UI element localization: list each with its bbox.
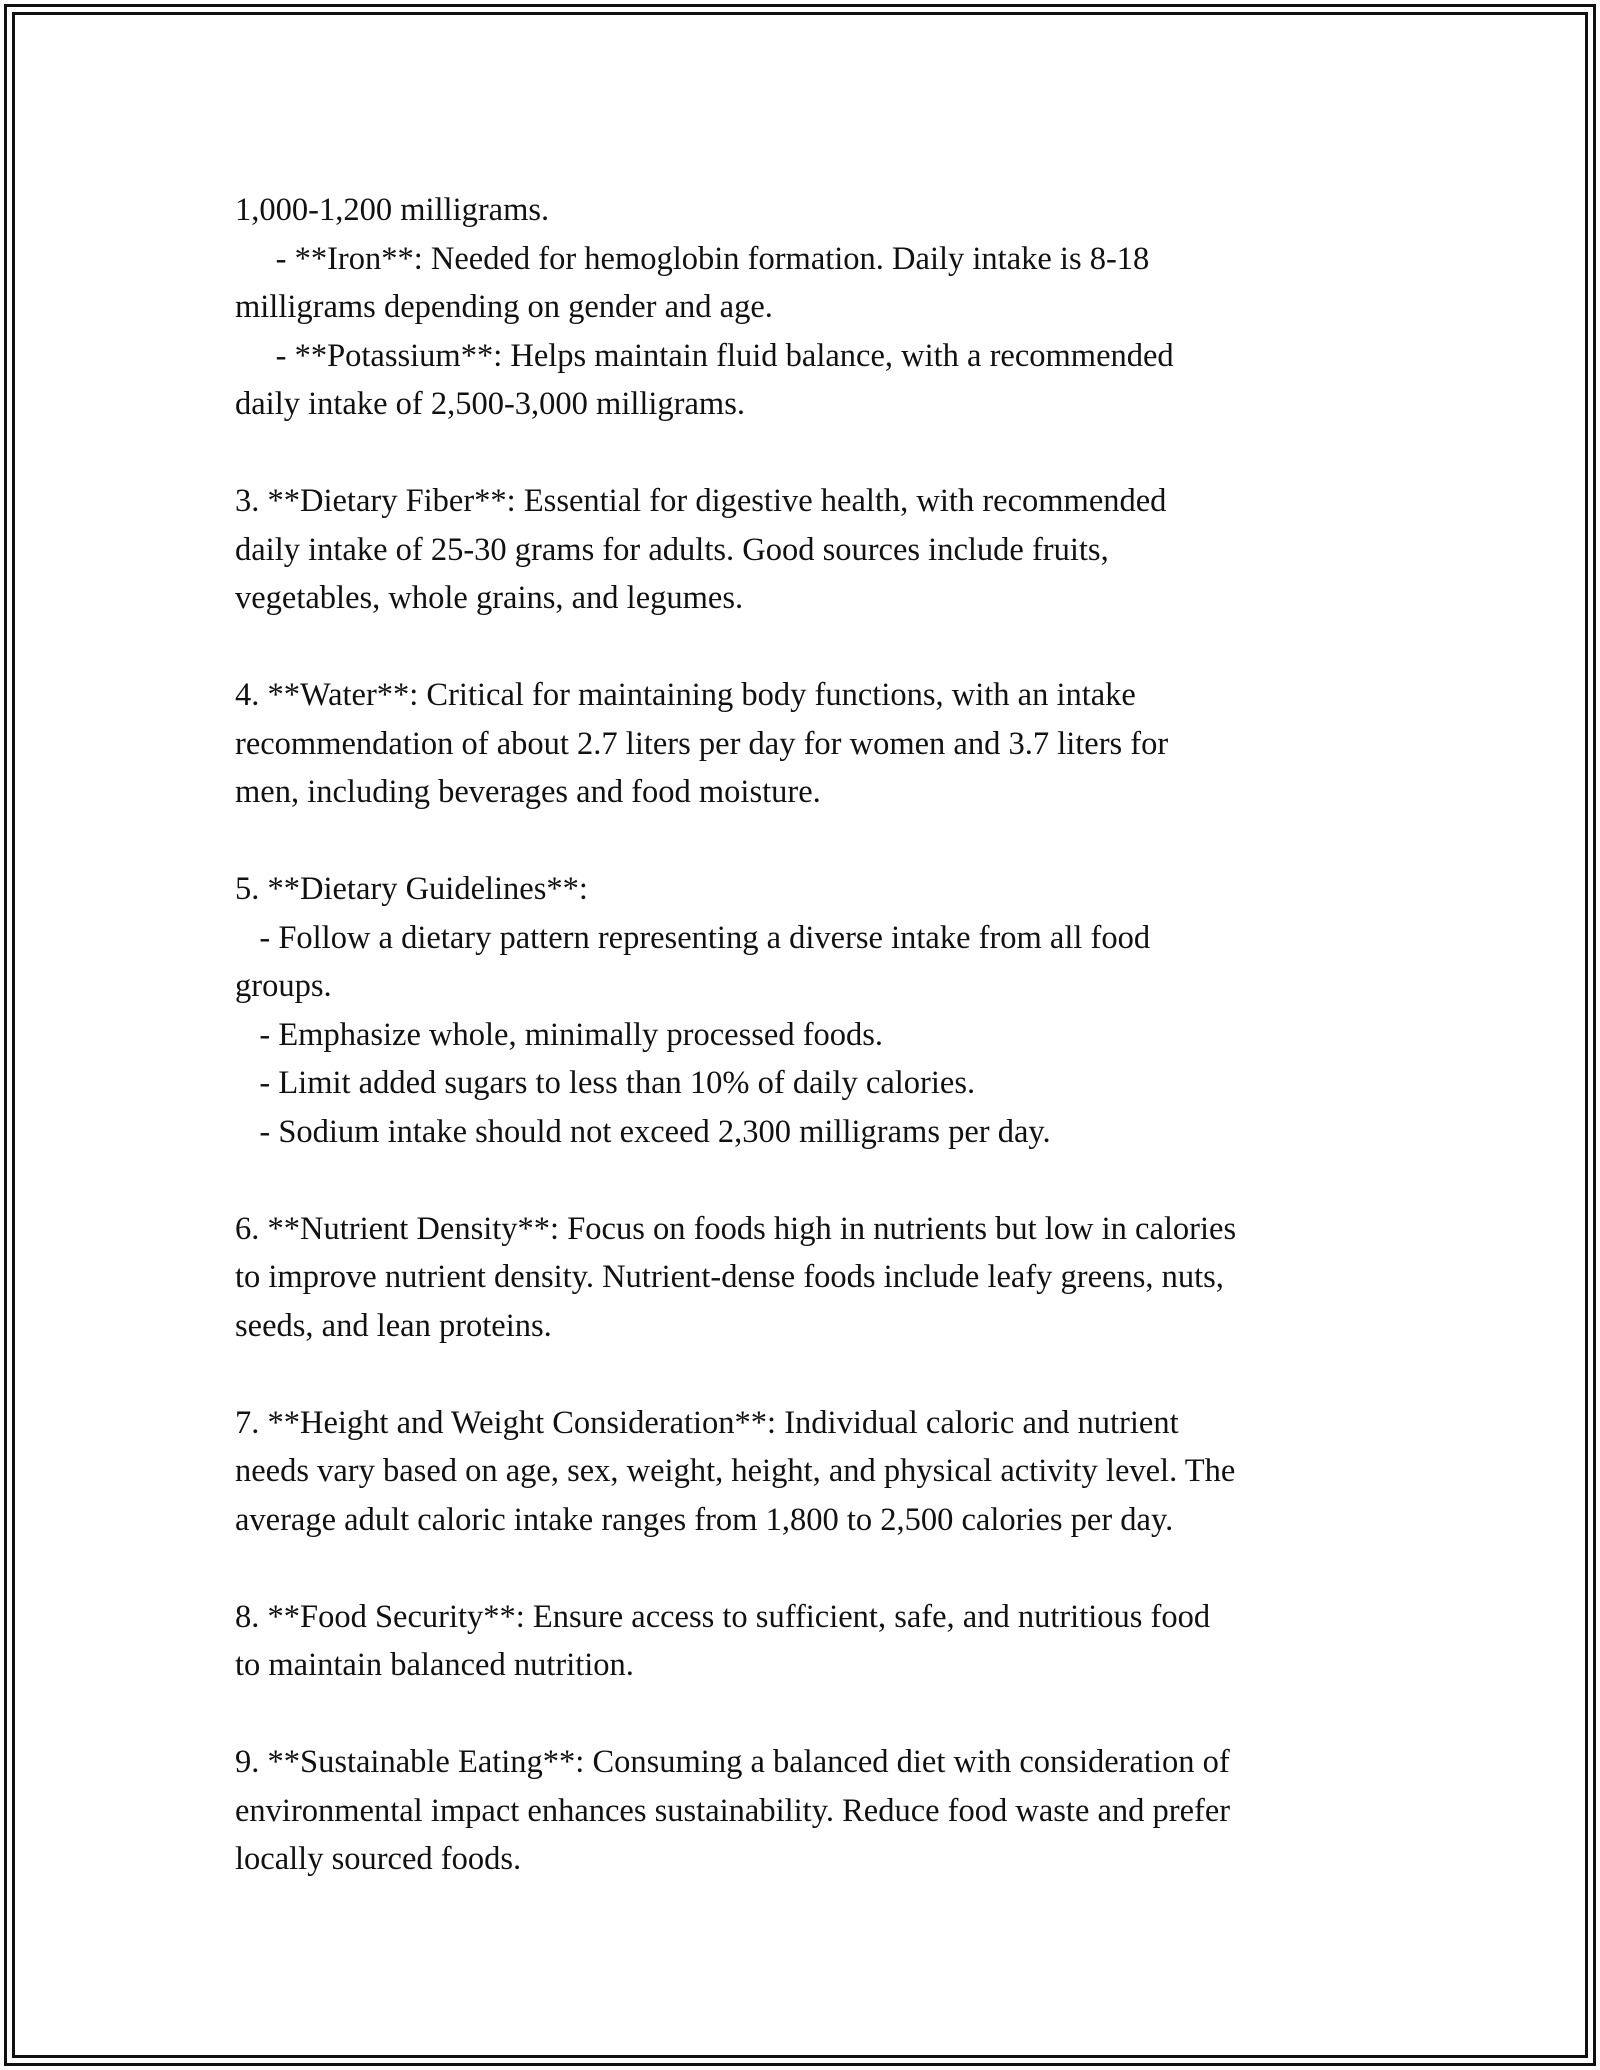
text-line: 4. **Water**: Critical for maintaining body functions, with an intake (235, 677, 1136, 713)
blank-line (235, 623, 1395, 672)
text-line: daily intake of 2,500-3,000 milligrams. (235, 386, 745, 422)
text-line: to improve nutrient density. Nutrient-dense foods include leafy greens, nuts, (235, 1259, 1224, 1295)
text-line: 1,000-1,200 milligrams. (235, 192, 550, 228)
blank-line (235, 429, 1395, 478)
text-line: 7. **Height and Weight Consideration**: Individual caloric and nutrient (235, 1404, 1179, 1441)
text-line: - Emphasize whole, minimally processed foods. (235, 1016, 884, 1053)
text-line: 3. **Dietary Fiber**: Essential for digestive health, with recommended (235, 483, 1167, 519)
text-line: milligrams depending on gender and age. (235, 289, 773, 325)
text-line: - Follow a dietary pattern representing a diverse intake from all food (235, 919, 1151, 956)
blank-line (235, 817, 1395, 866)
text-line: 6. **Nutrient Density**: Focus on foods high in nutrients but low in calories (235, 1210, 1237, 1247)
blank-line (235, 1690, 1395, 1739)
text-line: vegetables, whole grains, and legumes. (235, 580, 744, 616)
text-line: 8. **Food Security**: Ensure access to sufficient, safe, and nutritious food (235, 1598, 1211, 1635)
text-line: needs vary based on age, sex, weight, height, and physical activity level. The (235, 1453, 1236, 1489)
text-line: groups. (235, 968, 332, 1004)
text-line: recommendation of about 2.7 liters per day for women and 3.7 liters for (235, 725, 1169, 762)
blank-line (235, 1156, 1395, 1205)
text-line: to maintain balanced nutrition. (235, 1647, 634, 1683)
text-line: - **Potassium**: Helps maintain fluid balance, with a recommended (235, 337, 1174, 374)
text-line: average adult caloric intake ranges from 1,800 to 2,500 calories per day. (235, 1501, 1174, 1538)
text-line: - Sodium intake should not exceed 2,300 milligrams per day. (235, 1113, 1051, 1150)
text-line: - Limit added sugars to less than 10% of daily calories. (235, 1065, 976, 1101)
text-line: daily intake of 25-30 grams for adults. Good sources include fruits, (235, 531, 1109, 568)
blank-line (235, 1350, 1395, 1399)
text-line: men, including beverages and food moisture. (235, 774, 821, 810)
text-line: locally sourced foods. (235, 1841, 522, 1877)
document-body (235, 186, 1395, 1884)
text-line: 5. **Dietary Guidelines**: (235, 871, 588, 907)
text-line: - **Iron**: Needed for hemoglobin formation. Daily intake is 8-18 (235, 240, 1150, 277)
text-line: seeds, and lean proteins. (235, 1307, 552, 1344)
text-line: environmental impact enhances sustainability. Reduce food waste and prefer (235, 1792, 1231, 1829)
text-line: 9. **Sustainable Eating**: Consuming a balanced diet with consideration of (235, 1744, 1230, 1780)
blank-line (235, 1544, 1395, 1593)
